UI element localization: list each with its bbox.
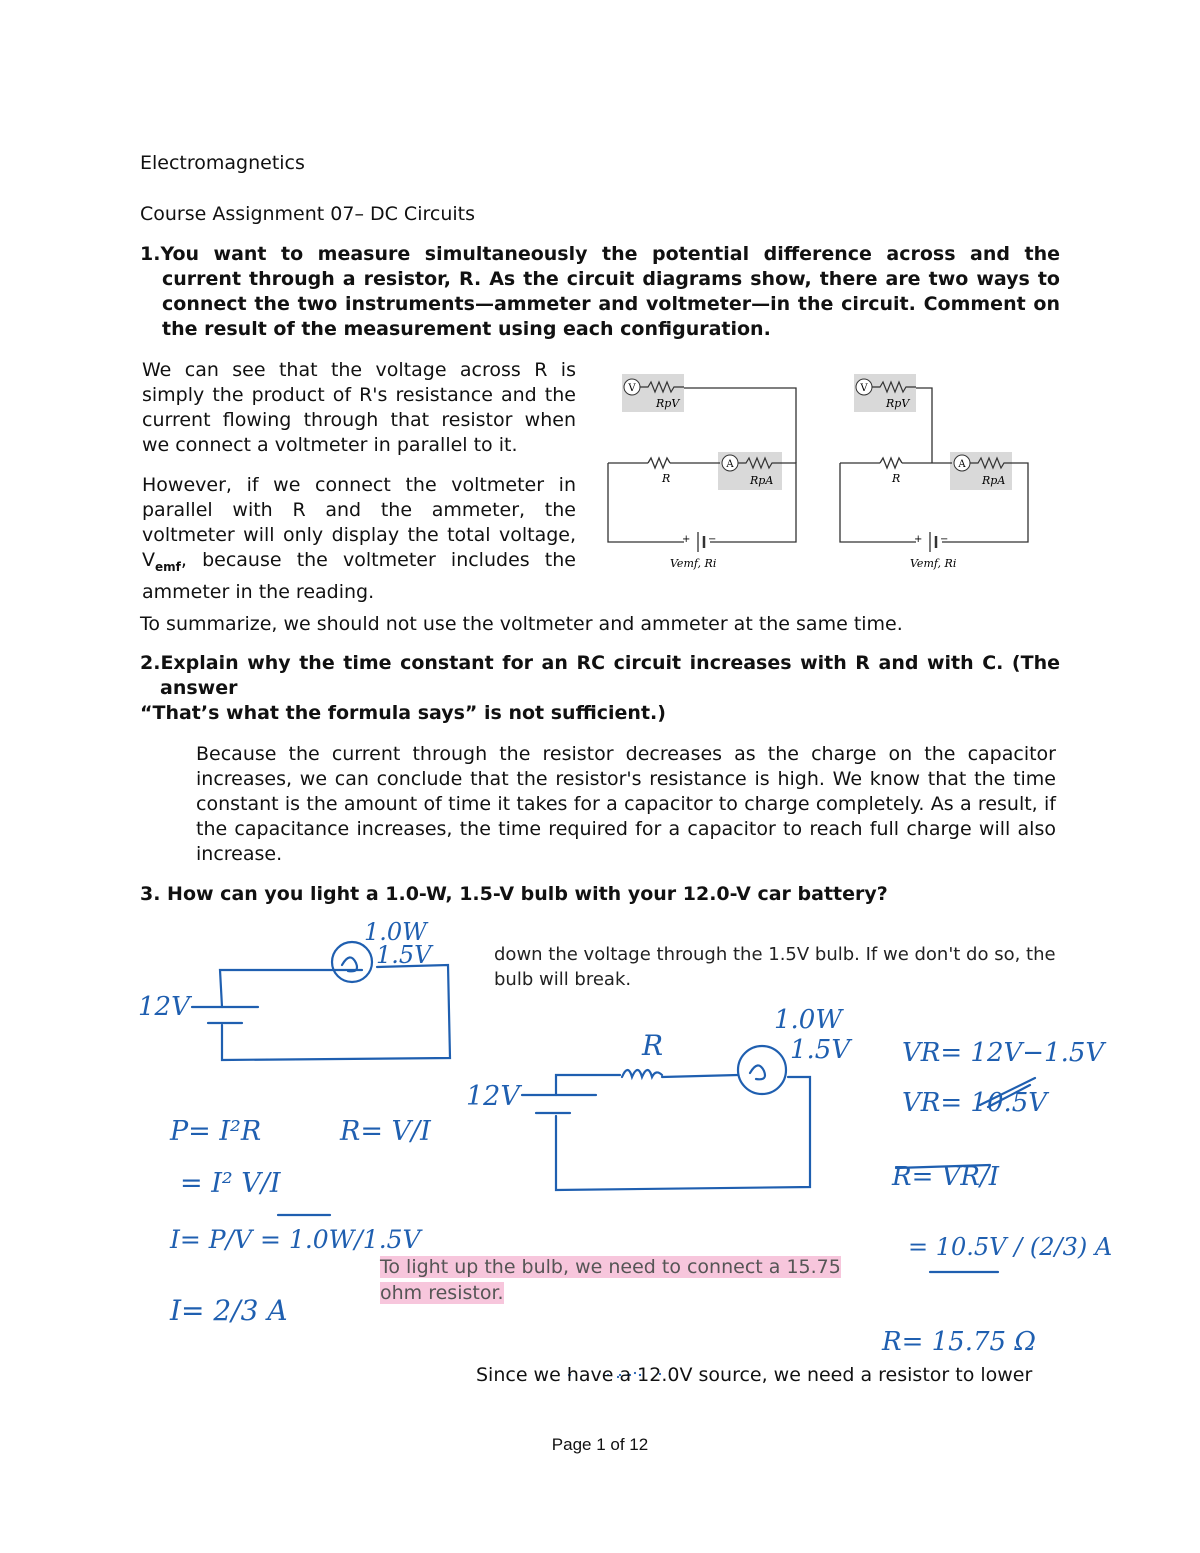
plus-1: + bbox=[682, 534, 691, 545]
hand-current-equation: I= P/V = 1.0W/1.5V bbox=[170, 1225, 421, 1254]
q3-bottom-text: Since we have a 12.0V source, we need a resistor to lower bbox=[476, 1364, 1033, 1386]
hand-power-2: 1.0W bbox=[774, 1005, 843, 1035]
question-2: 2.Explain why the time constant for an RC circuit increases with R and with C. (The answer “That’s what the formula says” is not sufficient.) bbox=[140, 652, 1060, 724]
hand-battery-2: 12V bbox=[466, 1081, 520, 1112]
q3-side-text: down the voltage through the 1.5V bulb. If we don't do so, the bulb will break. bbox=[494, 944, 1056, 990]
hand-vr-result: VR= 10.5V bbox=[902, 1088, 1048, 1118]
hand-r-numbers: = 10.5V / (2/3) A bbox=[908, 1233, 1113, 1261]
hand-current-result: I= 2/3 A bbox=[170, 1294, 288, 1327]
rpv-label-1: RpV bbox=[656, 397, 680, 410]
page-footer: Page 1 of 12 bbox=[551, 1435, 649, 1454]
ammeter-symbol-1: A bbox=[726, 459, 734, 470]
hand-power-1: 1.0W bbox=[364, 918, 427, 946]
plus-2: + bbox=[914, 534, 923, 545]
question-1: 1.You want to measure simultaneously the potential difference across and the current through a resistor, R. As the circuit diagrams show, there are two ways to connect the two instruments—ammeter and voltmeter—in the circuit. Comment on the result of the measurement using each configuration. bbox=[140, 243, 1060, 340]
voltmeter-symbol-2: V bbox=[860, 383, 868, 394]
hand-power-equation-2: = I² V/I bbox=[180, 1168, 281, 1199]
minus-1: − bbox=[708, 534, 717, 545]
q1-summary: To summarize, we should not use the voltmeter and ammeter at the same time. bbox=[140, 613, 903, 635]
r-label-2: R bbox=[892, 472, 901, 485]
hand-vr-equation: VR= 12V−1.5V bbox=[902, 1038, 1105, 1068]
source-label-1: Vemf, Ri bbox=[670, 557, 717, 570]
source-label-2: Vemf, Ri bbox=[910, 557, 957, 570]
q1-answer-para1: We can see that the voltage across R is simply the product of R's resistance and the current flowing through that resistor when we connect a voltmeter in parallel to it. bbox=[142, 359, 576, 456]
hand-ohm-law: R= V/I bbox=[340, 1116, 431, 1147]
assignment-title: Course Assignment 07– DC Circuits bbox=[140, 203, 475, 225]
circuit-diagram-2 bbox=[840, 374, 1028, 570]
q2-answer: Because the current through the resistor decreases as the charge on the capacitor increases, we can conclude that the resistor's resistance is high. We know that the time constant is the amount of time it takes for a capacitor to charge completely. As a result, if the capacitance increases, the time required for a capacitor to reach full charge will also increase. bbox=[196, 743, 1056, 865]
minus-2: − bbox=[940, 534, 949, 545]
question-3: 3. How can you light a 1.0-W, 1.5-V bulb with your 12.0-V car battery? bbox=[140, 883, 888, 905]
voltmeter-symbol-1: V bbox=[628, 383, 636, 394]
rpv-label-2: RpV bbox=[886, 397, 910, 410]
hand-r-formula: R= VR/I bbox=[892, 1162, 1000, 1192]
circuit-diagram-1 bbox=[608, 374, 796, 570]
hand-battery-1: 12V bbox=[138, 992, 190, 1022]
q1-answer-para2: However, if we connect the voltmeter in parallel with R and the ammeter, the voltmeter will only display the total voltage, $V_{emf}$, because the voltmeter includes the ammeter in the reading. bbox=[142, 474, 576, 603]
hand-voltage-2: 1.5V bbox=[790, 1035, 851, 1065]
r-label-1: R bbox=[662, 472, 671, 485]
ammeter-symbol-2: A bbox=[958, 459, 966, 470]
circuit-diagrams bbox=[600, 360, 1060, 575]
hand-r-result: R= 15.75 Ω bbox=[882, 1327, 1036, 1357]
subject-title: Electromagnetics bbox=[140, 152, 305, 174]
hand-voltage-1: 1.5V bbox=[376, 941, 432, 969]
q3-highlight: To light up the bulb, we need to connect a 15.75 ohm resistor. bbox=[380, 1256, 841, 1304]
rpa-label-2: RpA bbox=[982, 474, 1006, 487]
hand-resistor-label: R bbox=[642, 1029, 664, 1062]
rpa-label-1: RpA bbox=[750, 474, 774, 487]
hand-power-equation: P= I²R bbox=[170, 1116, 262, 1147]
